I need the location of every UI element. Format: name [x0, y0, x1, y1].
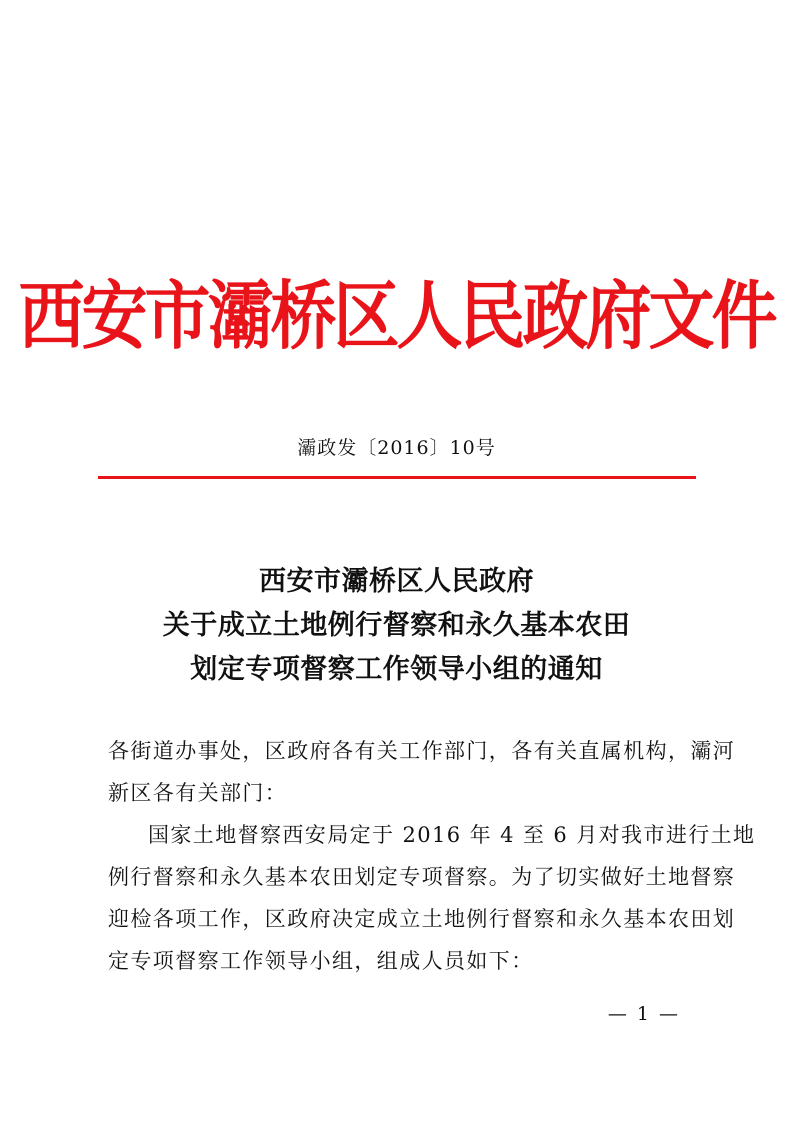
paragraph-line: 定专项督察工作领导小组，组成人员如下： — [108, 949, 534, 973]
notice-title — [0, 560, 793, 692]
title-line: 关于成立土地例行督察和永久基本农田 — [162, 610, 631, 641]
document-number: 灞政发〔2016〕10号 — [297, 437, 496, 459]
paragraph-line: 国家土地督察西安局定于 2016 年 4 至 6 月对我市进行土地 — [148, 823, 756, 847]
paragraph-line: 迎检各项工作，区政府决定成立土地例行督察和永久基本农田划 — [108, 907, 736, 931]
red-separator-line — [98, 476, 696, 479]
title-line: 西安市灞桥区人民政府 — [259, 566, 534, 597]
page-number: — 1 — — [607, 1003, 680, 1025]
notice-body — [108, 730, 756, 982]
paragraph-line: 例行督察和永久基本农田划定专项督察。为了切实做好土地督察 — [108, 865, 736, 889]
recipients-line: 各街道办事处，区政府各有关工作部门，各有关直属机构，灞河 — [108, 739, 736, 763]
issuer-header-title: 西安市灞桥区人民政府文件 — [18, 272, 775, 360]
recipients-line: 新区各有关部门： — [108, 781, 288, 805]
title-line: 划定专项督察工作领导小组的通知 — [190, 654, 603, 685]
